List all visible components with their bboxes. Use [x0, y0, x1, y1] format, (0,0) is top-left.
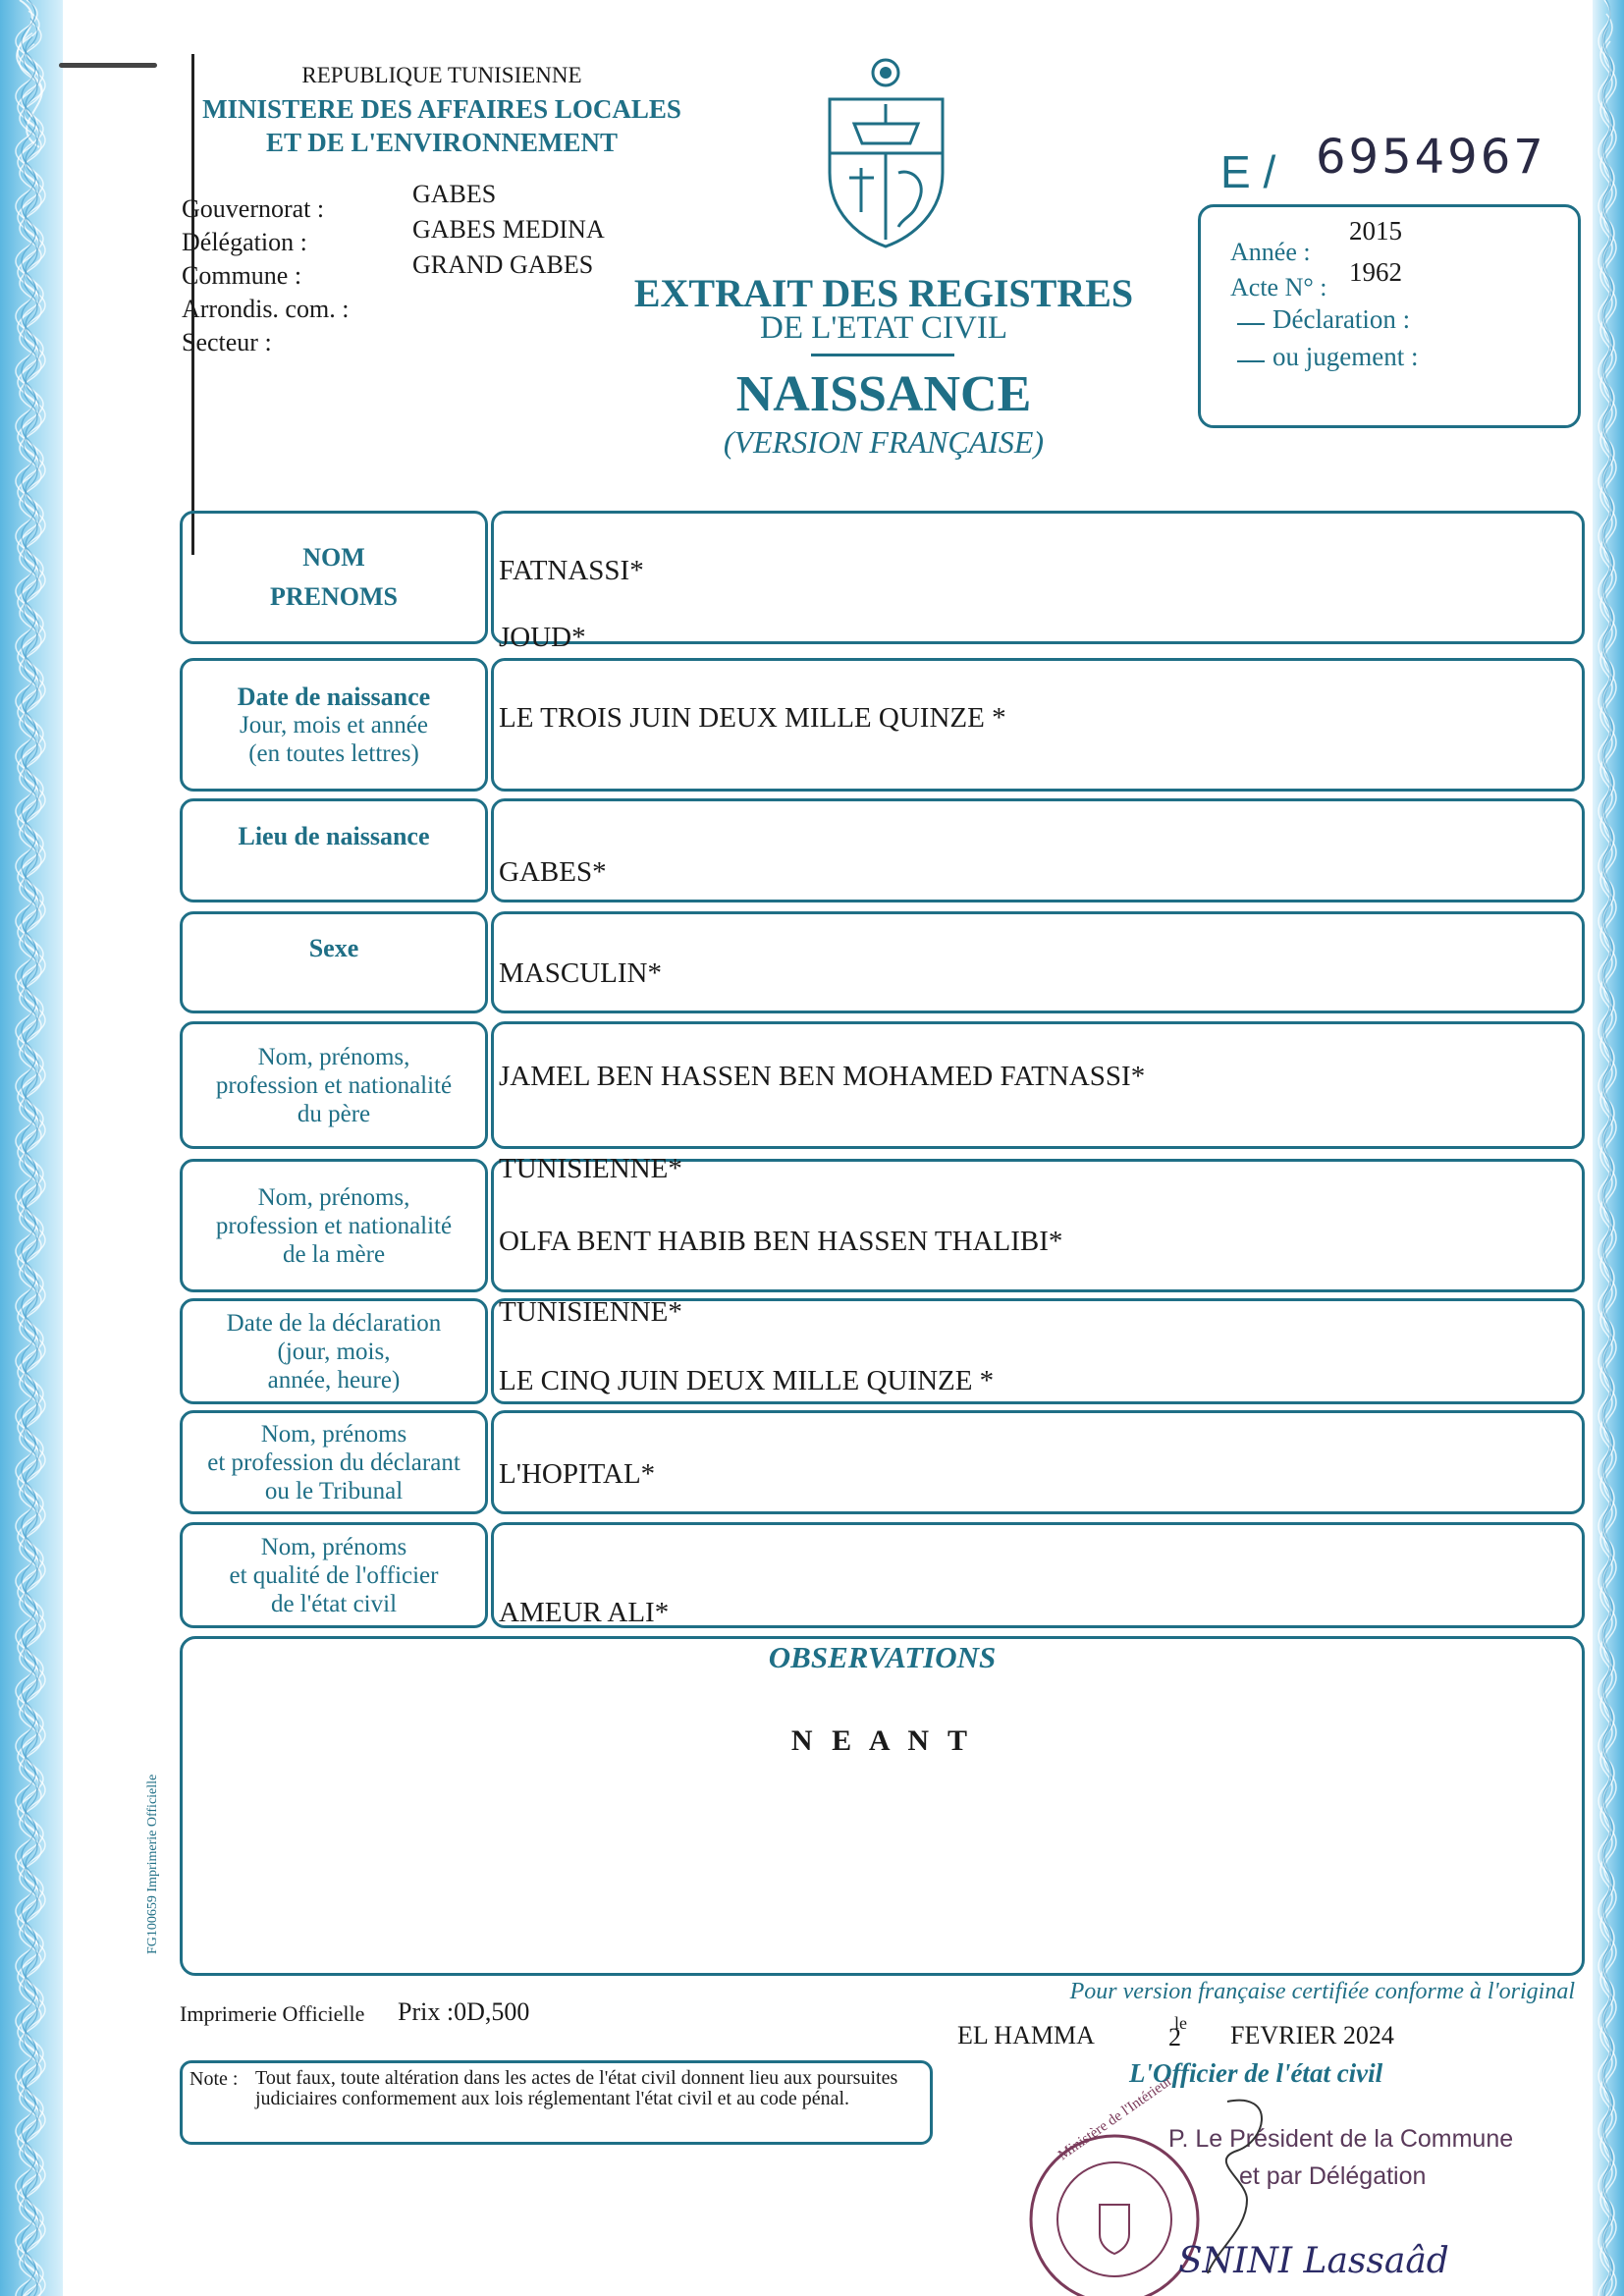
side-print-code: FG100659 Imprimerie Officielle [145, 1774, 160, 1954]
declaration-dash [1237, 323, 1265, 325]
officer-title: L'Officier de l'état civil [1129, 2058, 1383, 2088]
observations-box [180, 1636, 1585, 1976]
label-line: et profession du déclarant [207, 1449, 460, 1476]
arrondissement-label: Arrondis. com. : [182, 295, 350, 323]
serial-prefix: E / [1220, 146, 1276, 197]
gouvernorat-value: GABES [412, 180, 497, 208]
certified-statement: Pour version française certifiée conforme à l'original [1069, 1979, 1575, 2004]
stamp-line-1: P. Le Président de la Commune [1168, 2125, 1514, 2153]
label-line: et qualité de l'officier [229, 1561, 439, 1589]
label-line: Lieu de naissance [238, 821, 430, 850]
value-sexe: MASCULIN* [499, 957, 662, 989]
value-mere: OLFA BENT HABIB BEN HASSEN THALIBI* [499, 1226, 1063, 1257]
label-lieu-naissance [180, 798, 488, 902]
stamp-line-2: et par Délégation [1239, 2162, 1427, 2190]
right-guilloche-border [1583, 0, 1624, 2296]
coat-of-arms-emblem [820, 55, 952, 251]
value-cell-nom-prenoms [491, 511, 1585, 644]
annee-value: 2015 [1349, 216, 1402, 246]
jugement-label: ou jugement : [1272, 342, 1419, 371]
observations-text: N E A N T [790, 1724, 974, 1757]
value-cell-lieu-naissance [491, 798, 1585, 902]
left-guilloche-border [0, 0, 77, 2296]
admin-values [412, 177, 605, 283]
value-officier: AMEUR ALI* [499, 1597, 670, 1628]
date-month-year: FEVRIER 2024 [1230, 2021, 1394, 2050]
label-declarant [180, 1410, 488, 1514]
note-prefix: Note : [189, 2068, 239, 2090]
label-line: de la mère [282, 1240, 386, 1268]
label-line: Date de la déclaration [226, 1309, 442, 1337]
value-declarant: L'HOPITAL* [499, 1458, 656, 1490]
annee-label: Année : [1230, 238, 1311, 266]
value-lieu-naissance: GABES* [499, 856, 607, 888]
secteur-label: Secteur : [182, 328, 272, 356]
date-day: 2 [1168, 2023, 1181, 2051]
value-date-declaration: LE CINQ JUIN DEUX MILLE QUINZE * [499, 1365, 995, 1396]
label-mere [180, 1159, 488, 1292]
label-line: (jour, mois, [277, 1338, 391, 1365]
gouvernorat-label: Gouvernorat : [182, 194, 325, 223]
declaration-label: Déclaration : [1272, 304, 1411, 334]
note-text: Tout faux, toute altération dans les actes de l'état civil donnent lieu aux poursuites judiciaires conformement aux lois réglementant l'état civil et au code pénal. [255, 2067, 898, 2109]
value-pere: JAMEL BEN HASSEN BEN MOHAMED FATNASSI* [499, 1061, 1146, 1092]
label-line: du père [297, 1100, 371, 1127]
acte-value: 1962 [1349, 257, 1402, 287]
label-line: Nom, prénoms [260, 1420, 407, 1448]
commune-label: Commune : [182, 261, 302, 290]
label-line: PRENOMS [270, 582, 398, 611]
ministry-line-1: MINISTERE DES AFFAIRES LOCALES [202, 94, 681, 124]
price: Prix :0D,500 [398, 1997, 530, 2026]
signature-scribble [1188, 2082, 1306, 2278]
acte-label: Acte N° : [1230, 273, 1327, 301]
label-line: de l'état civil [270, 1590, 398, 1617]
label-date-declaration [180, 1298, 488, 1404]
delegation-value: GABES MEDINA [412, 215, 605, 244]
label-sexe [180, 911, 488, 1013]
label-line: Nom, prénoms, [257, 1043, 410, 1070]
label-line: Sexe [308, 933, 359, 962]
value-nom: FATNASSI* [499, 555, 644, 586]
label-pere [180, 1021, 488, 1149]
date-place: EL HAMMA [957, 2021, 1095, 2050]
republic-title: REPUBLIQUE TUNISIENNE [301, 63, 582, 87]
value-nationalite-pere: TUNISIENNE* [499, 1153, 682, 1184]
document-title-line-1: EXTRAIT DES REGISTRES [633, 271, 1134, 315]
seal-text: Ministère de l'Intérieur [1056, 2073, 1175, 2164]
value-date-naissance: LE TROIS JUIN DEUX MILLE QUINZE * [499, 702, 1006, 734]
observations-title: OBSERVATIONS [768, 1640, 997, 1674]
margin-tick [59, 63, 157, 68]
value-nationalite-mere: TUNISIENNE* [499, 1296, 682, 1328]
document-title-version: (VERSION FRANÇAISE) [723, 424, 1045, 460]
admin-labels [182, 192, 349, 359]
label-nom-prenoms [180, 511, 488, 644]
label-line: (en toutes lettres) [248, 739, 419, 767]
title-rule [811, 354, 954, 356]
printer-name: Imprimerie Officielle [180, 2001, 365, 2026]
label-line: année, heure) [267, 1366, 401, 1394]
label-line: NOM [302, 543, 365, 572]
commune-value: GRAND GABES [412, 250, 594, 279]
ministry-line-2: ET DE L'ENVIRONNEMENT [265, 128, 619, 157]
label-line: Date de naissance [237, 682, 431, 711]
document-title-main: NAISSANCE [735, 366, 1032, 422]
delegation-label: Délégation : [182, 228, 307, 256]
date-day-sup: le [1174, 2013, 1187, 2033]
label-date-naissance [180, 658, 488, 792]
officer-signature: SNINI Lassaâd [1178, 2241, 1449, 2281]
label-line: Nom, prénoms, [257, 1183, 410, 1211]
jugement-dash [1237, 360, 1265, 362]
label-line: Jour, mois et année [239, 711, 428, 738]
serial-number: 6954967 [1316, 130, 1546, 185]
label-line: profession et nationalité [215, 1071, 453, 1099]
label-line: ou le Tribunal [264, 1477, 404, 1504]
value-prenoms: JOUD* [499, 622, 586, 653]
label-line: profession et nationalité [215, 1212, 453, 1239]
label-officier [180, 1522, 488, 1628]
document-title-line-2: DE L'ETAT CIVIL [760, 310, 1007, 346]
label-line: Nom, prénoms [260, 1533, 407, 1560]
